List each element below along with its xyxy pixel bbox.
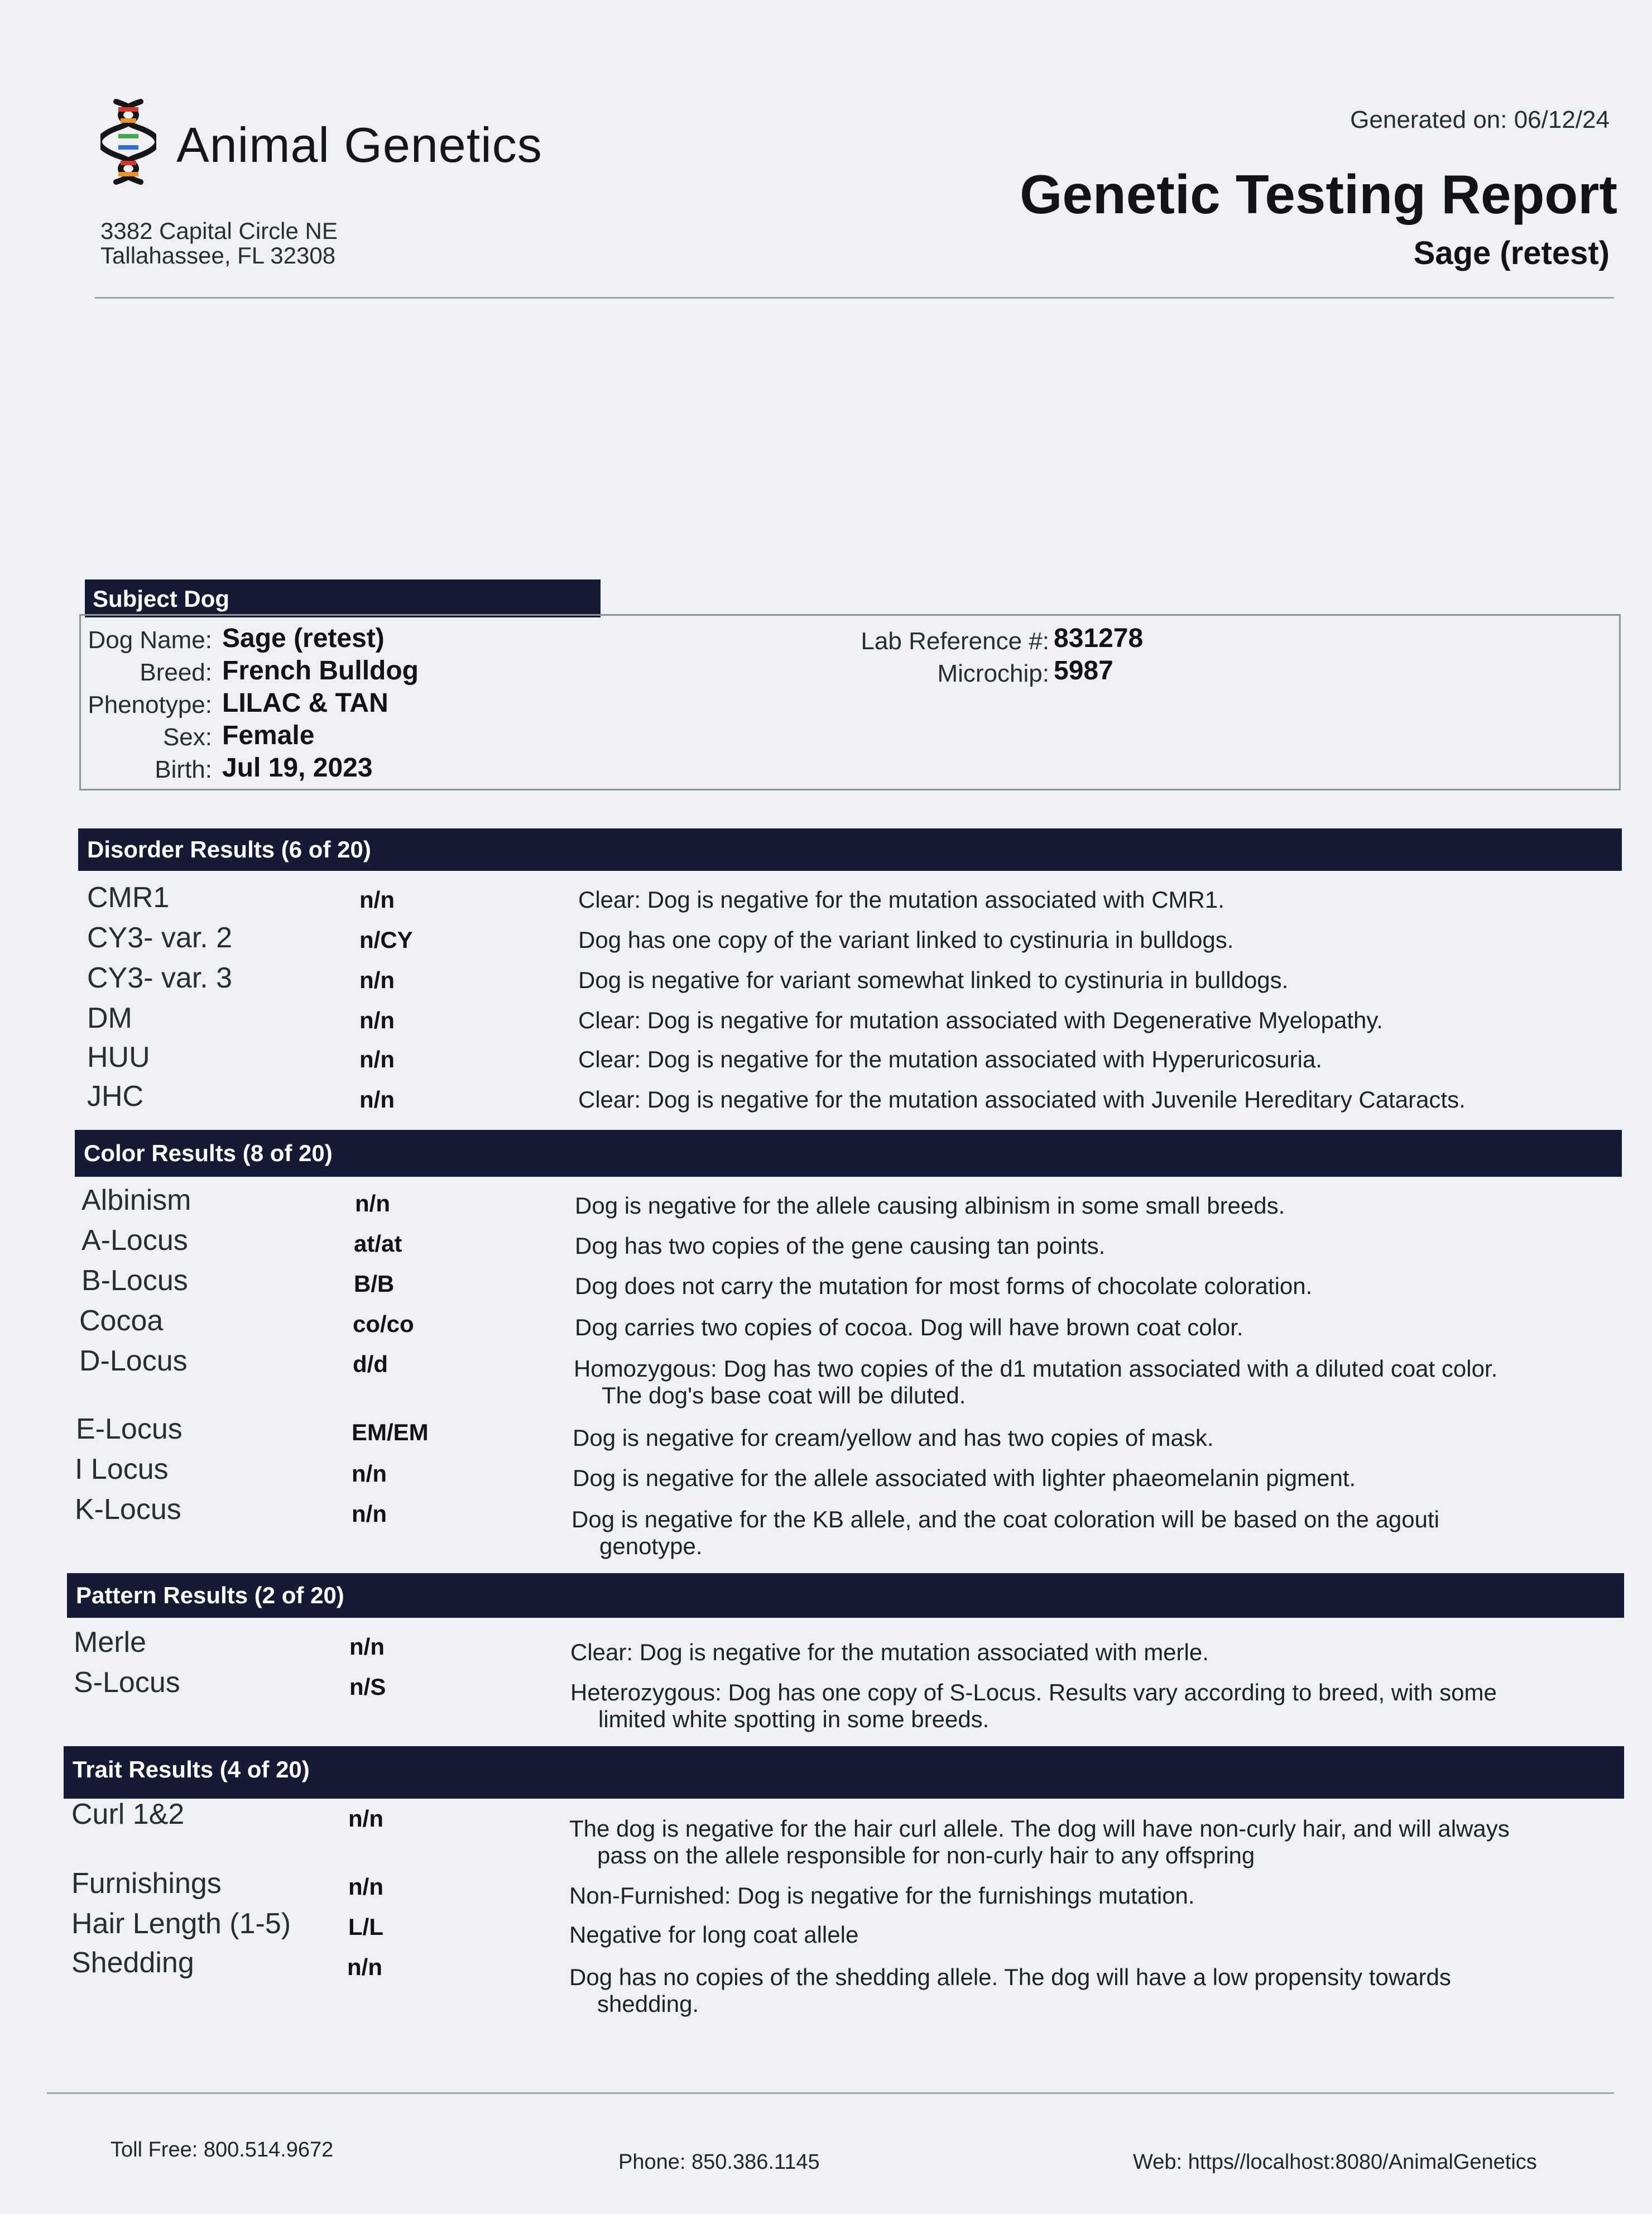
sex-label: Sex: [162,723,212,751]
result-genotype: n/n [359,1086,395,1113]
result-description [569,1964,1563,2017]
dog-name-value: Sage (retest) [222,624,385,653]
result-description [578,967,1572,994]
result-name: Curl 1&2 [71,1798,185,1830]
birth-label: Birth: [155,756,212,783]
description-line: Clear: Dog is negative for the mutation associated with merle. [570,1639,1209,1665]
result-description [569,1815,1619,1869]
result-genotype: at/at [354,1230,402,1257]
breed-value: French Bulldog [222,656,419,686]
result-genotype: EM/EM [352,1419,429,1445]
result-genotype: n/n [348,1873,383,1900]
description-line: Negative for long coat allele [569,1921,859,1948]
description-line: Clear: Dog is negative for the mutation associated with Hyperuricosuria. [578,1046,1322,1072]
microchip-label: Microchip: [937,660,1049,687]
breed-label: Breed: [140,659,212,686]
description-continuation: pass on the allele responsible for non-curly hair to any offspring [597,1842,1255,1868]
description-continuation: shedding. [597,1991,699,2017]
description-line: Clear: Dog is negative for mutation associated with Degenerative Myelopathy. [578,1007,1383,1033]
result-description [578,1007,1572,1034]
result-description [573,1425,1566,1451]
description-line: Dog is negative for the allele causing albinism in some small breeds. [575,1192,1285,1219]
brand-name: Animal Genetics [176,117,542,172]
result-description [575,1233,1568,1259]
result-name: A-Locus [81,1224,188,1257]
address-line-2: Tallahassee, FL 32308 [100,242,336,269]
result-genotype: n/n [359,886,395,913]
result-name: D-Locus [79,1345,188,1377]
result-genotype: n/n [348,1805,383,1832]
pattern-results-header: Pattern Results (2 of 20) [67,1573,1624,1618]
result-name: CMR1 [87,881,170,914]
generated-date: Generated on: 06/12/24 [1350,106,1610,133]
report-subtitle: Sage (retest) [1413,235,1610,271]
result-description [574,1355,1612,1409]
result-name: DM [87,1002,132,1034]
result-name: Cocoa [79,1305,164,1337]
report-title: Genetic Testing Report [1020,164,1617,225]
result-genotype: n/n [359,967,395,993]
result-name: Albinism [81,1184,191,1216]
address-line-1: 3382 Capital Circle NE [100,218,338,244]
result-genotype: n/n [352,1501,387,1527]
result-description [569,1882,1563,1909]
description-line: Dog has no copies of the shedding allele. The dog will have a low propensity towards [569,1964,1451,1990]
description-line: Dog is negative for variant somewhat linked to cystinuria in bulldogs. [578,967,1289,993]
description-line: Dog is negative for the KB allele, and the coat coloration will be based on the agouti [572,1506,1440,1532]
result-genotype: L/L [348,1914,383,1940]
description-line: Heterozygous: Dog has one copy of S-Locus. Results vary according to breed, with some [570,1679,1497,1705]
result-description [575,1314,1568,1341]
lab-reference-label: Lab Reference #: [861,627,1049,655]
dna-helix-icon [100,95,156,195]
result-genotype: n/n [359,1046,395,1072]
result-genotype: n/n [355,1190,390,1216]
result-name: CY3- var. 2 [87,922,233,954]
phenotype-value: LILAC & TAN [222,688,388,718]
result-name: B-Locus [81,1264,188,1297]
description-line: Dog does not carry the mutation for most forms of chocolate coloration. [575,1273,1313,1299]
result-name: Shedding [71,1947,194,1979]
result-description [569,1921,1563,1948]
description-line: Dog is negative for the allele associated with lighter phaeomelanin pigment. [573,1465,1356,1491]
description-continuation: The dog's base coat will be diluted. [602,1382,966,1408]
subject-heading: Subject Dog [85,579,601,617]
dog-name-label: Dog Name: [88,626,212,654]
result-description [570,1679,1608,1733]
brand-logo [100,95,542,195]
result-genotype: co/co [353,1311,414,1337]
trait-results-header: Trait Results (4 of 20) [64,1746,1624,1799]
sex-value: Female [222,721,315,750]
result-description [578,886,1572,913]
result-genotype: B/B [354,1271,395,1297]
lab-address [100,219,338,268]
phenotype-label: Phenotype: [88,691,212,718]
result-genotype: d/d [353,1351,388,1377]
description-line: Dog is negative for cream/yellow and has two copies of mask. [573,1425,1214,1451]
description-line: Dog has two copies of the gene causing tan points. [575,1233,1106,1259]
result-name: JHC [87,1080,144,1113]
result-name: K-Locus [75,1493,181,1526]
result-name: Merle [74,1626,147,1659]
result-description [578,927,1572,953]
result-description [578,1086,1572,1113]
result-description [570,1639,1564,1666]
result-genotype: n/n [359,1007,395,1033]
lab-reference-value: 831278 [1054,624,1144,653]
result-description [575,1192,1568,1219]
result-name: I Locus [75,1453,169,1485]
result-genotype: n/n [349,1633,385,1660]
description-line: Clear: Dog is negative for the mutation associated with Juvenile Hereditary Cataracts. [578,1086,1466,1113]
result-genotype: n/n [352,1460,387,1487]
description-continuation: genotype. [599,1533,703,1559]
footer-divider [47,2092,1614,2094]
result-name: Furnishings [71,1867,222,1900]
result-description [575,1273,1568,1300]
result-description [573,1465,1566,1492]
description-continuation: limited white spotting in some breeds. [598,1706,990,1732]
result-name: CY3- var. 3 [87,962,233,994]
result-name: HUU [87,1041,150,1074]
result-genotype: n/n [347,1954,382,1980]
description-line: Non-Furnished: Dog is negative for the furnishings mutation. [569,1882,1195,1909]
disorder-results-header: Disorder Results (6 of 20) [78,828,1622,871]
description-line: Dog has one copy of the variant linked to cystinuria in bulldogs. [578,927,1234,953]
color-results-header: Color Results (8 of 20) [75,1130,1622,1177]
result-genotype: n/S [349,1674,386,1700]
website-link[interactable]: Web: https//localhost:8080/AnimalGenetics [1133,2150,1537,2174]
header-divider [95,297,1614,299]
toll-free-number: Toll Free: 800.514.9672 [111,2138,334,2162]
description-line: Dog carries two copies of cocoa. Dog will have brown coat color. [575,1314,1243,1340]
result-description [578,1046,1572,1073]
phone-number: Phone: 850.386.1145 [618,2150,820,2174]
description-line: The dog is negative for the hair curl allele. The dog will have non-curly hair, and will always [569,1815,1510,1842]
birth-value: Jul 19, 2023 [222,753,373,783]
result-genotype: n/CY [359,927,413,953]
result-name: E-Locus [76,1413,183,1445]
result-description [572,1506,1565,1560]
description-line: Homozygous: Dog has two copies of the d1 mutation associated with a diluted coat color. [574,1355,1498,1382]
result-name: S-Locus [74,1666,180,1699]
microchip-value: 5987 [1054,656,1113,686]
description-line: Clear: Dog is negative for the mutation associated with CMR1. [578,886,1224,913]
result-name: Hair Length (1-5) [71,1908,291,1940]
